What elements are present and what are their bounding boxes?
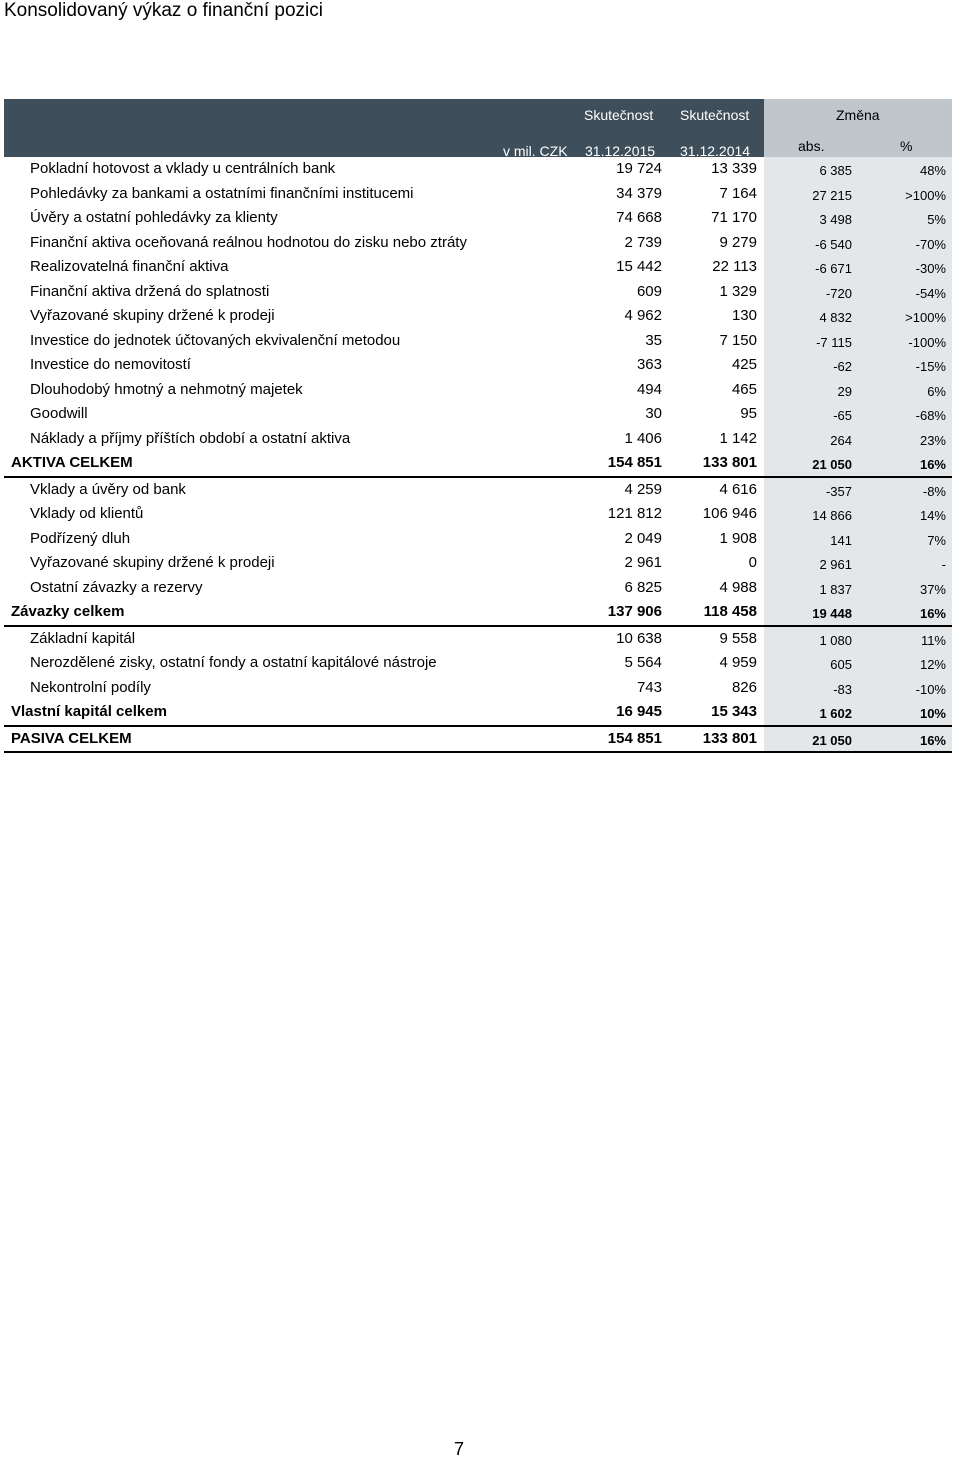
change-pct: 16%: [919, 457, 946, 472]
row-label: Investice do nemovitostí: [30, 356, 191, 373]
change-abs: -62: [833, 359, 852, 374]
table-total-row: [4, 451, 952, 478]
value-2015: 154 851: [607, 729, 662, 747]
change-pct: 16%: [919, 606, 946, 621]
row-label: Úvěry a ostatní pohledávky za klienty: [30, 209, 278, 226]
change-abs: 605: [830, 657, 852, 672]
table-row: [4, 651, 952, 676]
change-abs: 4 832: [819, 310, 852, 325]
row-label: Podřízený dluh: [30, 529, 131, 547]
change-pct: 12%: [919, 657, 946, 672]
table-row: [4, 427, 952, 452]
change-pct: >100%: [905, 187, 946, 203]
table-row: [4, 280, 952, 305]
change-cell-bg: [764, 206, 952, 231]
value-2015: 34 379: [616, 184, 662, 202]
value-2015: 4 259: [624, 480, 662, 498]
change-abs: 29: [837, 383, 852, 399]
table-row: [4, 676, 952, 701]
table-row: [4, 502, 952, 527]
change-pct: -15%: [915, 359, 946, 374]
value-2015: 121 812: [607, 505, 662, 522]
table-row: [4, 627, 952, 652]
table-row: [4, 182, 952, 207]
value-2014: 118 458: [703, 603, 757, 620]
table-total-row: [4, 600, 952, 627]
table-total-row: [4, 700, 952, 727]
change-pct: -: [941, 557, 946, 572]
change-pct: -68%: [915, 408, 946, 423]
value-2014: 1 329: [719, 282, 757, 300]
row-label: Vklady a úvěry od bank: [30, 480, 186, 498]
value-2015: 137 906: [607, 603, 662, 620]
row-label: Náklady a příjmy příštích období a ostatní aktiva: [30, 429, 351, 447]
change-pct: -30%: [915, 261, 946, 276]
table-row: [4, 378, 952, 403]
table-row: [4, 255, 952, 280]
change-cell-bg: [764, 527, 952, 552]
financial-position-table: [4, 99, 952, 753]
row-label: Pokladní hotovost a vklady u centrálních bank: [30, 160, 336, 177]
row-label: Nekontrolní podíly: [30, 678, 151, 696]
table-row: [4, 402, 952, 427]
change-pct: 11%: [920, 632, 946, 648]
value-2015: 363: [636, 356, 662, 373]
row-label: Finanční aktiva držená do splatnosti: [30, 282, 270, 300]
change-abs: -65: [833, 408, 852, 423]
unit-label: v mil. CZK: [503, 143, 568, 159]
value-2014: 95: [740, 405, 757, 422]
change-abs: -83: [833, 681, 852, 697]
row-label: Závazky celkem: [11, 603, 125, 620]
change-abs: 141: [830, 532, 852, 548]
value-2014: 22 113: [712, 258, 757, 275]
value-2015: 35: [645, 331, 662, 349]
value-2015: 15 442: [616, 258, 662, 275]
change-pct: -8%: [922, 483, 946, 499]
value-2015: 2 961: [624, 554, 662, 571]
change-abs: -720: [825, 285, 852, 301]
change-pct: 48%: [919, 163, 946, 178]
change-abs: 21 050: [812, 457, 852, 472]
table-row: [4, 157, 952, 182]
table-row: [4, 231, 952, 256]
col-2015-date: 31.12.2015: [585, 143, 656, 159]
value-2014: 15 343: [711, 703, 757, 720]
value-2014: 7 150: [719, 331, 757, 349]
change-abs: -7 115: [816, 334, 852, 350]
value-2014: 7 164: [719, 184, 757, 202]
row-label: Realizovatelná finanční aktiva: [30, 258, 229, 275]
table-row: [4, 353, 952, 378]
row-label: Základní kapitál: [30, 629, 136, 647]
row-label: Vyřazované skupiny držené k prodeji: [30, 554, 275, 571]
value-2014: 0: [748, 554, 757, 571]
col-2015-label: Skutečnost: [584, 107, 654, 123]
table-row: [4, 304, 952, 329]
row-label: Nerozdělené zisky, ostatní fondy a ostatní kapitálové nástroje: [30, 654, 437, 671]
page-number: 7: [454, 1439, 465, 1459]
value-2014: 130: [731, 307, 757, 324]
value-2015: 19 724: [616, 160, 662, 177]
change-abs: 2 961: [819, 557, 852, 572]
value-2014: 1 142: [719, 429, 757, 447]
change-abs: 14 866: [812, 508, 852, 523]
change-abs: 1 080: [819, 632, 852, 648]
value-2015: 2 739: [624, 233, 662, 251]
change-pct: -100%: [908, 334, 946, 350]
change-abs: 27 215: [812, 187, 852, 203]
value-2015: 10 638: [616, 629, 662, 647]
value-2015: 2 049: [624, 529, 662, 547]
change-pct: -70%: [915, 236, 946, 252]
change-cell-bg: [764, 378, 952, 403]
value-2014: 425: [731, 356, 757, 373]
value-2015: 16 945: [616, 703, 662, 720]
value-2014: 13 339: [711, 160, 757, 177]
row-label: Vklady od klientů: [30, 505, 144, 522]
table-row: [4, 478, 952, 503]
change-abs: 3 498: [819, 212, 852, 227]
pct-label: %: [900, 138, 913, 154]
value-2014: 106 946: [702, 505, 757, 522]
change-pct: 7%: [927, 532, 946, 548]
change-pct: 37%: [919, 581, 946, 597]
row-label: Pohledávky za bankami a ostatními finančními institucemi: [30, 184, 414, 202]
change-pct: 23%: [919, 432, 946, 448]
change-pct: >100%: [905, 310, 946, 325]
change-label: Změna: [836, 107, 880, 123]
abs-label: abs.: [798, 138, 825, 154]
value-2014: 826: [731, 678, 757, 696]
table-row: [4, 576, 952, 601]
change-abs: 21 050: [812, 732, 852, 748]
table-header: [4, 99, 952, 157]
value-2014: 9 279: [719, 233, 757, 251]
value-2014: 4 959: [719, 654, 757, 671]
change-abs: 19 448: [812, 606, 852, 621]
page-title: Konsolidovaný výkaz o finanční pozici: [4, 0, 323, 21]
table-row: [4, 527, 952, 552]
table-body: [4, 157, 952, 753]
value-2014: 465: [731, 380, 757, 398]
value-2014: 4 988: [719, 578, 757, 596]
change-abs: -6 540: [815, 236, 852, 252]
value-2015: 4 962: [624, 307, 662, 324]
change-pct: 10%: [919, 706, 946, 721]
value-2014: 9 558: [719, 629, 757, 647]
row-label: Ostatní závazky a rezervy: [30, 578, 203, 596]
table-total-row: [4, 727, 952, 754]
col-2014-label: Skutečnost: [680, 107, 750, 123]
row-label: Finanční aktiva oceňovaná reálnou hodnotou do zisku nebo ztráty: [30, 233, 467, 251]
row-label: PASIVA CELKEM: [11, 729, 132, 747]
value-2015: 494: [636, 380, 662, 398]
row-label: AKTIVA CELKEM: [11, 454, 133, 471]
value-2015: 609: [636, 282, 662, 300]
change-pct: -10%: [915, 681, 946, 697]
row-label: Investice do jednotek účtovaných ekvivalenční metodou: [30, 331, 401, 349]
value-2015: 154 851: [607, 454, 662, 471]
row-label: Goodwill: [30, 405, 88, 422]
change-pct: 16%: [919, 732, 946, 748]
change-abs: 1 602: [819, 706, 852, 721]
row-label: Vlastní kapitál celkem: [11, 703, 167, 720]
change-abs: 264: [830, 432, 852, 448]
row-label: Vyřazované skupiny držené k prodeji: [30, 307, 275, 324]
change-abs: -6 671: [815, 261, 852, 276]
row-label: Dlouhodobý hmotný a nehmotný majetek: [30, 380, 303, 398]
value-2014: 4 616: [719, 480, 757, 498]
change-pct: 6%: [927, 383, 946, 399]
change-pct: 14%: [919, 508, 946, 523]
value-2015: 1 406: [624, 429, 662, 447]
change-pct: 5%: [927, 212, 946, 227]
table-row: [4, 206, 952, 231]
table-row: [4, 551, 952, 576]
change-abs: 6 385: [819, 163, 852, 178]
col-2014-date: 31.12.2014: [680, 143, 751, 159]
change-cell-bg: [764, 551, 952, 576]
change-abs: 1 837: [819, 581, 852, 597]
change-abs: -357: [825, 483, 852, 499]
value-2015: 5 564: [624, 654, 662, 671]
value-2014: 133 801: [702, 454, 757, 471]
value-2014: 71 170: [711, 209, 757, 226]
value-2015: 30: [645, 405, 662, 422]
value-2015: 743: [636, 678, 662, 696]
change-pct: -54%: [915, 285, 946, 301]
value-2014: 133 801: [702, 729, 757, 747]
value-2015: 74 668: [616, 209, 662, 226]
table-row: [4, 329, 952, 354]
value-2015: 6 825: [624, 578, 662, 596]
value-2014: 1 908: [719, 529, 757, 547]
